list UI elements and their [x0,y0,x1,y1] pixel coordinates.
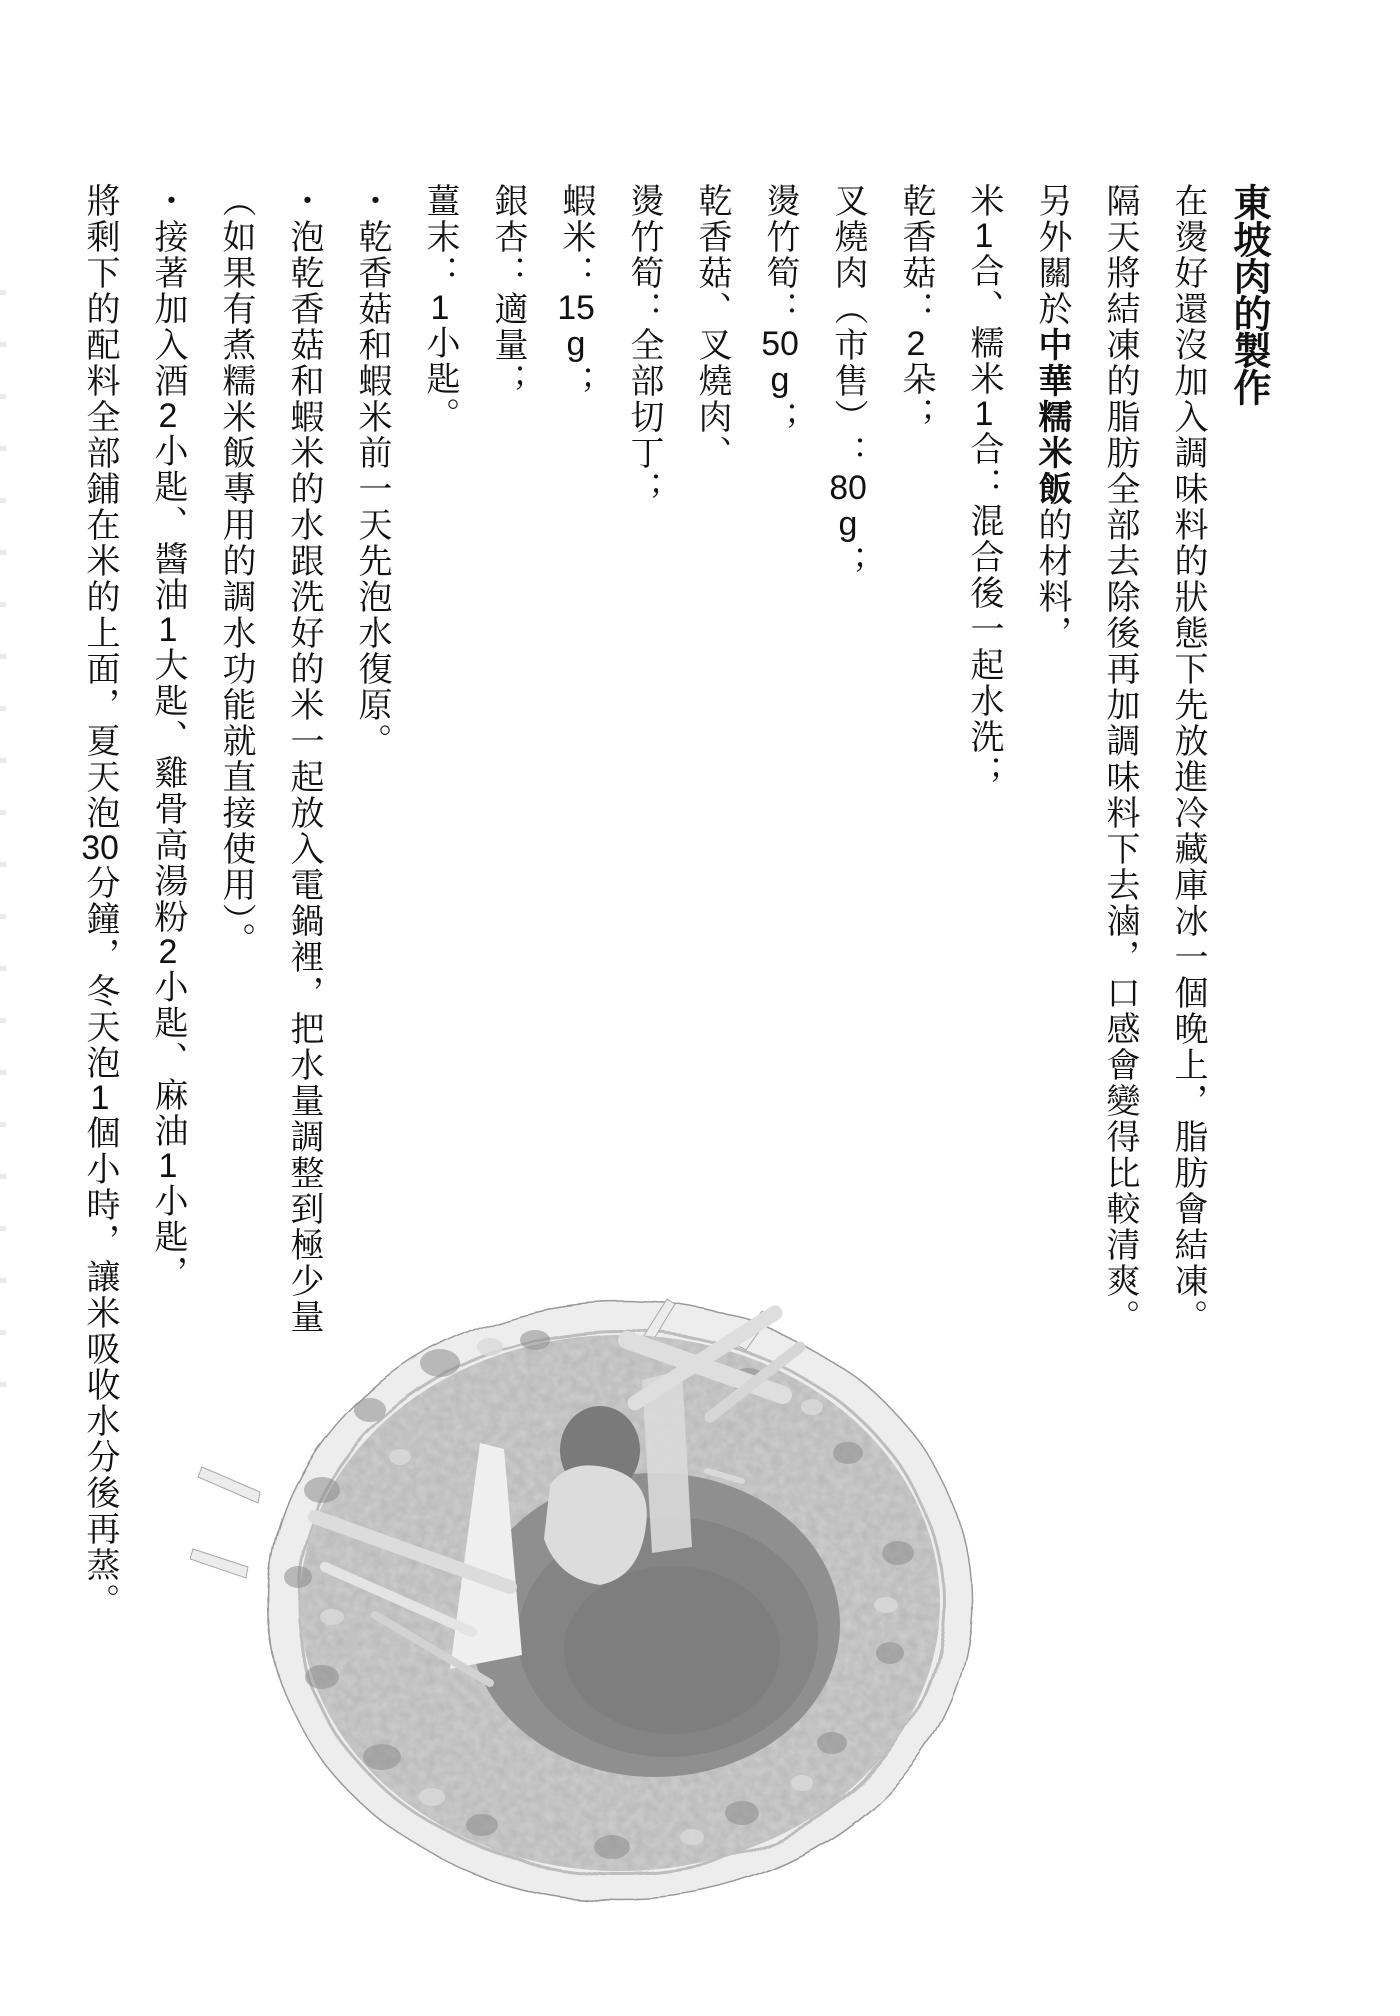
text-run: 乾香菇、叉燒肉、 [693,183,731,471]
text-run: g [829,505,867,545]
inline-number: 50 [761,327,799,361]
text-column [1138,183,1206,1903]
inline-number: 30 [81,831,119,865]
text-run: ； [761,401,799,437]
text-run: ・接著加入酒 [149,183,187,399]
text-run: 叉燒肉（市售）： [829,183,867,471]
text-run: （如果有煮糯米飯專用的調水功能就直接使用）。 [217,183,255,958]
text-column [1070,183,1138,1903]
text-column [1002,183,1070,1903]
text-run: 小匙、醬油 [149,433,187,613]
text-run: 蝦米： [557,183,595,291]
text-run: 薑末： [421,183,459,291]
bold-text: 中華糯米飯 [1033,327,1071,507]
text-run: 大匙、雞骨高湯粉 [149,647,187,935]
text-run: 朵； [897,361,935,433]
text-run: 小匙， [149,1183,187,1291]
text-run: 燙竹筍： [761,183,799,327]
scan-noise-artifact [0,290,6,1390]
text-run: 另外關於 [1033,183,1071,327]
text-run: ・泡乾香菇和蝦米的水跟洗好的米一起放入電鍋裡，把水量調整到極少量 [285,183,323,1335]
inline-number: 1 [974,219,994,253]
text-run: 隔天將結凍的脂肪全部去除後再加調味料下去滷，口感會變得比較清爽。 [1101,183,1139,1335]
text-run: 米 [965,183,1003,219]
text-run: 合、糯米 [965,253,1003,397]
text-run: 乾香菇： [897,183,935,327]
inline-number: 15 [557,291,595,325]
text-run: 合：混合後一起水洗； [965,431,1003,791]
text-run: ； [829,545,867,581]
inline-number: 2 [906,327,926,361]
text-run: g [761,361,799,401]
dish-photo [190,1285,990,1925]
text-run: ； [557,365,595,401]
inline-number: 1 [974,397,994,431]
inline-number: 2 [158,399,178,433]
text-run: 小匙、麻油 [149,969,187,1149]
inline-number: 1 [158,1149,178,1183]
text-run: 分鐘，冬天泡 [81,865,119,1081]
text-run: 的材料， [1033,507,1071,651]
text-column [118,183,186,1903]
text-column [50,183,118,1903]
text-run: 燙竹筍：全部切丁； [625,183,663,507]
inline-number: 1 [430,291,450,325]
recipe-title-column [1206,183,1268,1903]
text-run: 小匙。 [421,325,459,433]
dish-photo-illustration [190,1285,990,1925]
text-run: 銀杏：適量； [489,183,527,399]
inline-number: 1 [90,1081,110,1115]
text-run: ・乾香菇和蝦米前一天先泡水復原。 [353,183,391,759]
text-run: 在燙好還沒加入調味料的狀態下先放進冷藏庫冰一個晚上，脂肪會結凍。 [1169,183,1207,1335]
text-run: 東坡肉的製作 [1227,183,1269,405]
inline-number: 2 [158,935,178,969]
inline-number: 80 [829,471,867,505]
inline-number: 1 [158,613,178,647]
text-run: 將剩下的配料全部鋪在米的上面，夏天泡 [81,183,119,831]
text-run: g [557,325,595,365]
text-run: 個小時，讓米吸收水分後再蒸。 [81,1115,119,1619]
